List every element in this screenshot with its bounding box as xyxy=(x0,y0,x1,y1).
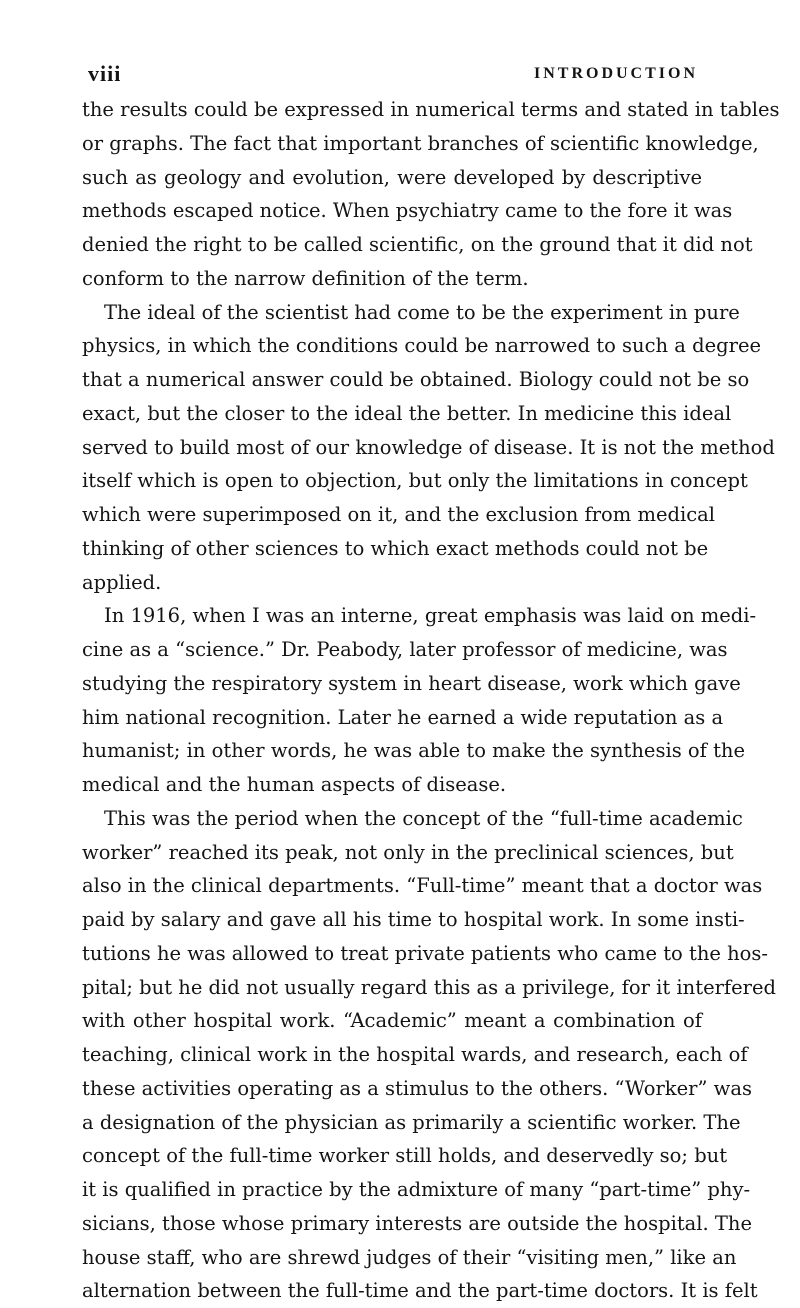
text-line: or graphs. The fact that important branches of scientific knowledge, xyxy=(82,131,759,155)
text-line: paid by salary and gave all his time to hospital work. In some insti- xyxy=(82,908,745,931)
text-line: The ideal of the scientist had come to be the experiment in pure xyxy=(104,300,740,324)
text-line: served to build most of our knowledge of disease. It is not the method xyxy=(82,435,775,459)
text-line: pital; but he did not usually regard this as a privilege, for it interfered xyxy=(82,975,777,999)
text-line: him national recognition. Later he earned a wide reputation as a xyxy=(82,705,724,729)
body-text xyxy=(82,93,780,1308)
text-line: alternation between the full-time and the part-time doctors. It is felt xyxy=(82,1279,758,1303)
text-line: the results could be expressed in numerical terms and stated in tables xyxy=(82,98,780,121)
text-line: a designation of the physician as primarily a scientific worker. The xyxy=(82,1110,741,1134)
text-line: methods escaped notice. When psychiatry came to the fore it was xyxy=(82,199,733,223)
text-line: concept of the full-time worker still holds, and deservedly so; but xyxy=(82,1144,728,1168)
section-title: INTRODUCTION xyxy=(533,65,698,82)
text-line: that a numerical answer could be obtained. Biology could not be so xyxy=(82,368,750,391)
text-line: which were superimposed on it, and the exclusion from medical xyxy=(82,503,716,526)
text-line: house staff, who are shrewd judges of their “visiting men,” like an xyxy=(82,1245,737,1269)
text-line: sicians, those whose primary interests are outside the hospital. The xyxy=(82,1211,753,1235)
text-line: studying the respiratory system in heart disease, work which gave xyxy=(82,671,741,695)
text-line: physics, in which the conditions could be narrowed to such a degree xyxy=(82,334,762,358)
text-line: applied. xyxy=(82,570,162,594)
text-line: denied the right to be called scientific, on the ground that it did not xyxy=(82,233,753,256)
text-line: with other hospital work. “Academic” meant a combination of xyxy=(82,1009,702,1033)
text-line: also in the clinical departments. “Full-time” meant that a doctor was xyxy=(82,874,763,898)
text-line: cine as a “science.” Dr. Peabody, later professor of medicine, was xyxy=(82,638,728,661)
text-line: exact, but the closer to the ideal the better. In medicine this ideal xyxy=(82,401,732,425)
text-line: these activities operating as a stimulus to the others. “Worker” was xyxy=(82,1076,752,1100)
text-line: worker” reached its peak, not only in the preclinical sciences, but xyxy=(82,840,734,864)
running-head xyxy=(88,56,698,92)
text-line: In 1916, when I was an interne, great emphasis was laid on medi- xyxy=(104,604,757,628)
text-line: medical and the human aspects of disease. xyxy=(82,773,507,796)
text-line: such as geology and evolution, were developed by descriptive xyxy=(82,165,702,189)
text-line: thinking of other sciences to which exact methods could not be xyxy=(82,536,709,560)
text-line: itself which is open to objection, but only the limitations in concept xyxy=(82,469,748,493)
text-line: it is qualified in practice by the admixture of many “part-time” phy- xyxy=(82,1178,751,1201)
text-line: teaching, clinical work in the hospital wards, and research, each of xyxy=(82,1043,748,1066)
text-line: tutions he was allowed to treat private patients who came to the hos- xyxy=(82,941,769,965)
text-line: conform to the narrow definition of the term. xyxy=(82,266,529,290)
text-line: This was the period when the concept of the “full-time academic xyxy=(104,806,743,830)
page-number: viii xyxy=(88,61,122,86)
text-line: humanist; in other words, he was able to make the synthesis of the xyxy=(82,739,746,763)
